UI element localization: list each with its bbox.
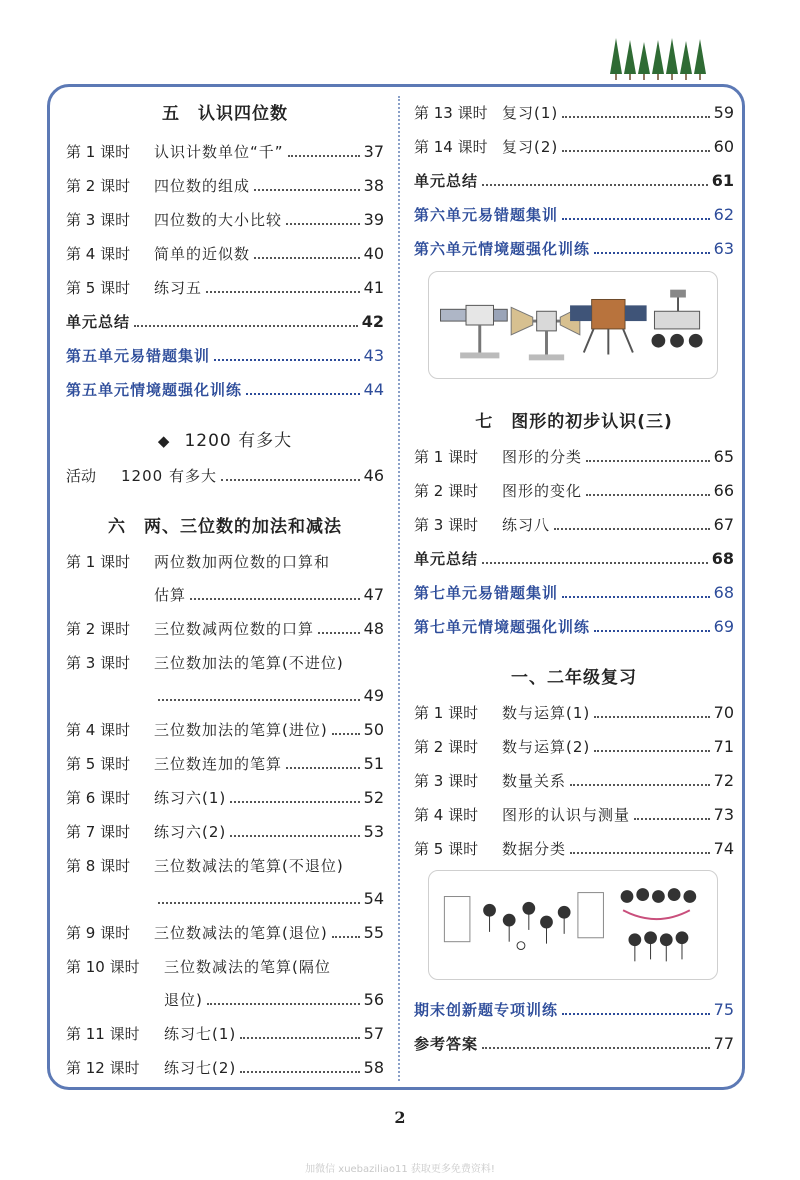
tree-icon (694, 39, 706, 74)
toc-entry[interactable]: 第 14 课时 复习(2) 60 (414, 137, 734, 156)
toc-entry[interactable]: 第 2 课时 数与运算(2) 71 (414, 737, 734, 756)
toc-entry[interactable]: 第 2 课时 三位数减两位数的口算 48 (66, 619, 384, 638)
toc-entry[interactable]: 第 2 课时 图形的变化 66 (414, 481, 734, 500)
toc-entry[interactable]: 第 6 课时 练习六(1) 52 (66, 788, 384, 807)
toc-entry[interactable]: 第 1 课时 两位数加两位数的口算和 估算 47 (66, 553, 384, 604)
column-divider (398, 96, 400, 1081)
toc-left-column (66, 96, 384, 1078)
watermark: 加微信 xuebaziliao11 获取更多免费资料! (305, 1164, 495, 1175)
section-title-review: 一、二年级复习 (511, 668, 637, 688)
toc-entry[interactable]: 第 3 课时 四位数的大小比较 39 (66, 210, 384, 229)
toc-entry[interactable]: 第 8 课时 三位数减法的笔算(不退位) 54 (66, 857, 384, 908)
section-title-unit6: 六 两、三位数的加法和减法 (108, 517, 342, 537)
toc-entry[interactable]: 第 5 课时 三位数连加的笔算 51 (66, 754, 384, 773)
toc-entry[interactable]: 第 2 课时 四位数的组成 38 (66, 176, 384, 195)
toc-entry[interactable]: 第 1 课时 认识计数单位“千” 37 (66, 142, 384, 161)
space-station-icon (511, 307, 580, 360)
toc-entry[interactable]: 第 13 课时 复习(1) 59 (414, 103, 734, 122)
toc-entry-final-training[interactable]: 期末创新题专项训练 75 (414, 1000, 734, 1019)
toc-entry[interactable]: 第 1 课时 数与运算(1) 70 (414, 703, 734, 722)
toc-entry[interactable]: 第 12 课时 练习七(2) 58 (66, 1058, 384, 1077)
toc-entry[interactable]: 第 3 课时 三位数加法的笔算(不进位) 49 (66, 654, 384, 705)
toc-entry-unit-summary[interactable]: 单元总结 42 (66, 312, 384, 331)
toc-entry[interactable]: 第 5 课时 数据分类 74 (414, 839, 734, 858)
toc-entry[interactable]: 第 3 课时 数量关系 72 (414, 771, 734, 790)
toc-entry-scenario-training[interactable]: 第五单元情境题强化训练 44 (66, 380, 384, 399)
toc-entry-answers[interactable]: 参考答案 77 (414, 1034, 734, 1053)
toc-entry-scenario-training[interactable]: 第七单元情境题强化训练 69 (414, 617, 734, 636)
toc-entry-error-practice[interactable]: 第五单元易错题集训 43 (66, 346, 384, 365)
children-soccer-icon (444, 893, 603, 950)
toc-entry[interactable]: 第 4 课时 三位数加法的笔算(进位) 50 (66, 720, 384, 739)
toc-entry[interactable]: 第 9 课时 三位数减法的笔算(退位) 55 (66, 923, 384, 942)
rover-icon (652, 290, 703, 348)
tree-icon (666, 38, 678, 74)
toc-right-column (414, 96, 734, 1054)
toc-entry[interactable]: 第 11 课时 练习七(1) 57 (66, 1024, 384, 1043)
space-illustration (428, 271, 718, 379)
toc-entry[interactable]: 第 7 课时 练习六(2) 53 (66, 822, 384, 841)
toc-entry-error-practice[interactable]: 第七单元易错题集训 68 (414, 583, 734, 602)
children-rope-icon (621, 889, 696, 962)
toc-entry[interactable]: 第 3 课时 练习八 67 (414, 515, 734, 534)
toc-entry[interactable]: 第 10 课时 三位数减法的笔算(隔位 退位) 56 (66, 958, 384, 1009)
toc-entry-error-practice[interactable]: 第六单元易错题集训 62 (414, 205, 734, 224)
satellite-icon (441, 305, 508, 358)
diamond-icon: ◆ (157, 432, 171, 450)
tree-icon (652, 40, 664, 74)
page-number: 2 (394, 1108, 406, 1127)
trees-decoration (610, 38, 722, 80)
toc-entry[interactable]: 第 4 课时 简单的近似数 40 (66, 244, 384, 263)
tree-icon (638, 42, 650, 74)
children-illustration (428, 870, 718, 980)
section-title-unit7: 七 图形的初步认识(三) (475, 412, 673, 432)
toc-entry-unit-summary[interactable]: 单元总结 61 (414, 171, 734, 190)
toc-entry[interactable]: 第 1 课时 图形的分类 65 (414, 447, 734, 466)
tree-icon (680, 41, 692, 74)
toc-entry-activity[interactable]: 活动 1200 有多大 46 (66, 466, 384, 485)
toc-entry[interactable]: 第 4 课时 图形的认识与测量 73 (414, 805, 734, 824)
lander-icon (570, 299, 647, 354)
toc-entry-scenario-training[interactable]: 第六单元情境题强化训练 63 (414, 239, 734, 258)
section-title-activity: ◆ 1200 有多大 (157, 431, 293, 451)
toc-entry[interactable]: 第 5 课时 练习五 41 (66, 278, 384, 297)
section-title-unit5: 五 认识四位数 (162, 104, 288, 124)
toc-entry-unit-summary[interactable]: 单元总结 68 (414, 549, 734, 568)
tree-icon (610, 38, 622, 74)
tree-icon (624, 40, 636, 74)
